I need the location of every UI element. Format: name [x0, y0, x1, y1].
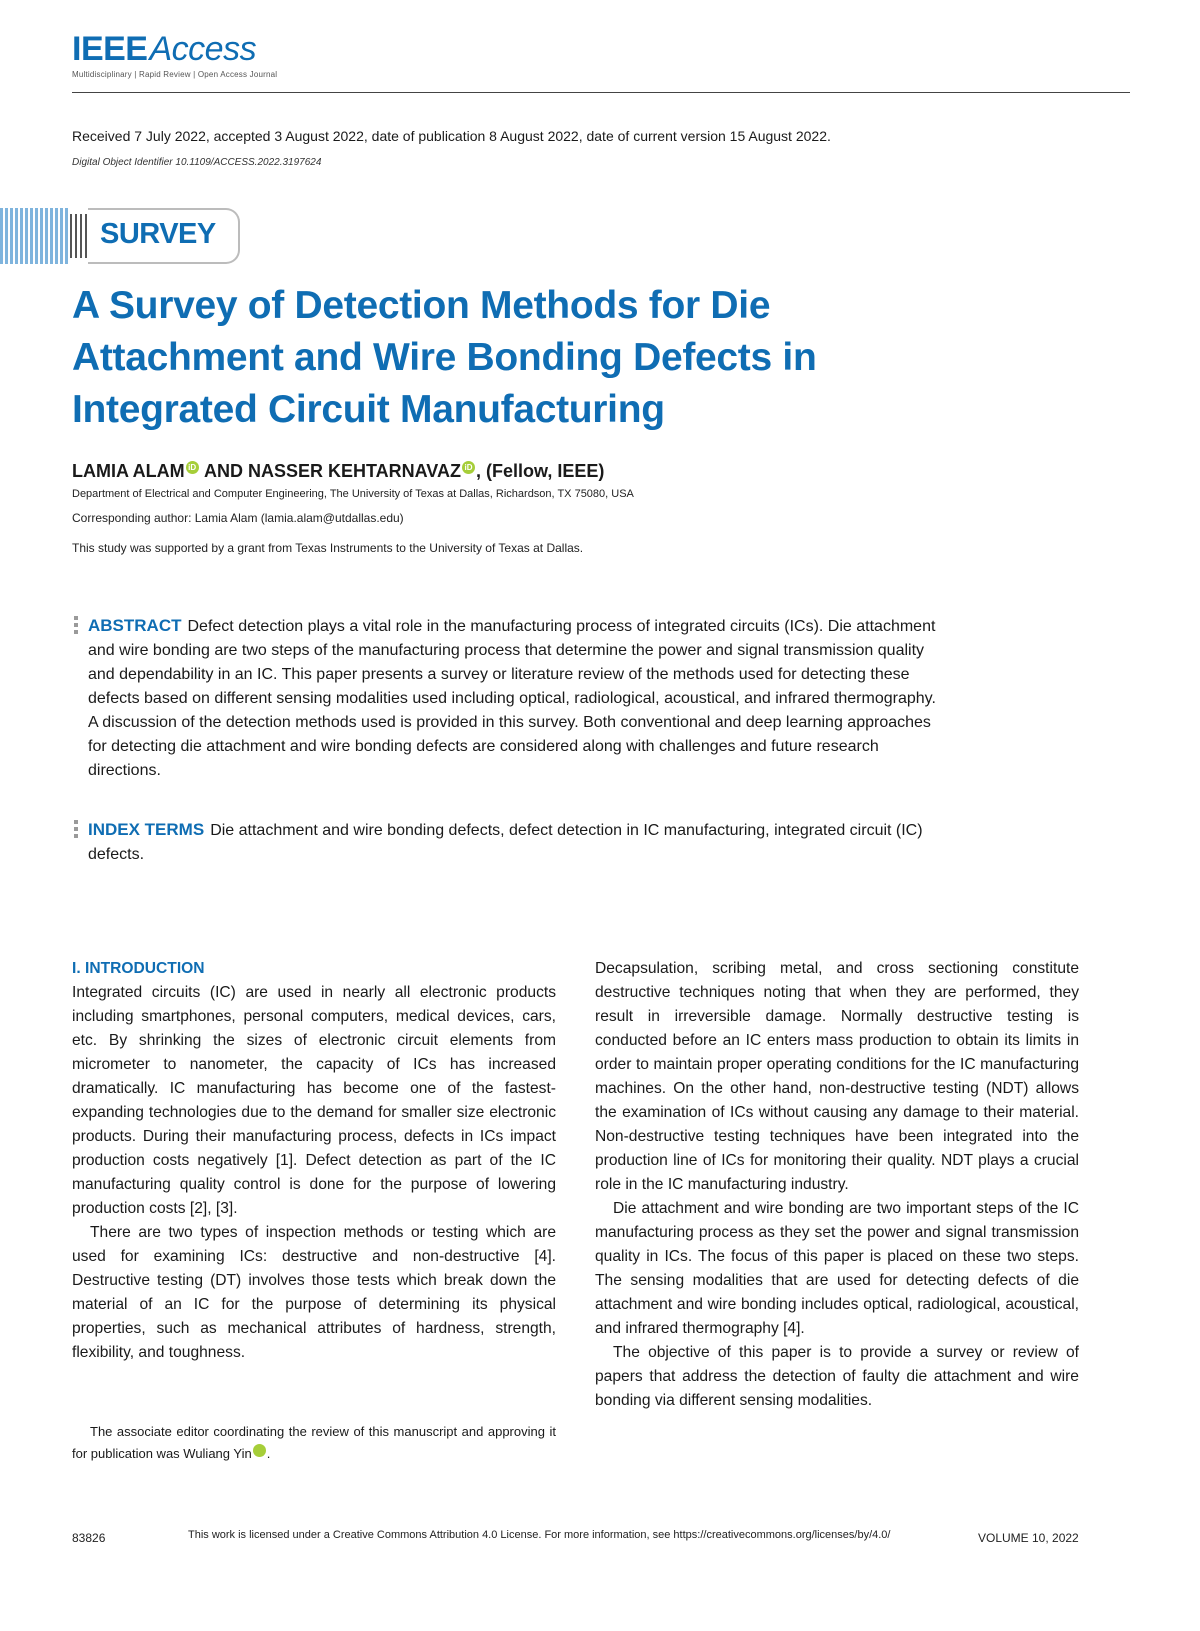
- index-terms: [74, 818, 946, 867]
- footnote-text: The associate editor coordinating the review of this manuscript and approving it for publication was Wuliang Yin: [72, 1424, 556, 1461]
- volume-label: VOLUME 10, 2022: [978, 1531, 1079, 1545]
- index-marker-icon: [74, 820, 78, 841]
- orcid-icon[interactable]: iD: [462, 461, 475, 474]
- footnote: [72, 1421, 556, 1465]
- title-line: Attachment and Wire Bonding Defects in: [72, 336, 817, 379]
- right-column: [595, 957, 1079, 1413]
- banner-stripes: [0, 208, 70, 264]
- funding-note: This study was supported by a grant from Texas Instruments to the University of Texas at Dallas.: [72, 541, 584, 555]
- index-terms-text: Die attachment and wire bonding defects, defect detection in IC manufacturing, integrated circuit (IC) defects.: [88, 822, 923, 863]
- title-line: Integrated Circuit Manufacturing: [72, 388, 665, 431]
- logo-tagline: Multidisciplinary | Rapid Review | Open Access Journal: [72, 70, 278, 79]
- logo-ieee: IEEE: [72, 30, 148, 68]
- orcid-icon[interactable]: iD: [253, 1444, 266, 1457]
- title-line: A Survey of Detection Methods for Die: [72, 284, 771, 327]
- license-note[interactable]: This work is licensed under a Creative Commons Attribution 4.0 License. For more information, see https://creativecommons.org/licenses/by/4.0/: [188, 1529, 891, 1541]
- paragraph: Decapsulation, scribing metal, and cross sectioning constitute destructive techniques noting that when they are performed, they result in irreversible damage. Normally destructive testing is conducted before an IC enters mass production to obtain its limits in order to maintain proper operating conditions for the IC manufacturing machines. On the other hand, non-destructive testing (NDT) allows the examination of ICs without causing any damage to their material. Non-destructive testing techniques have been integrated into the production line of ICs for monitoring their quality. NDT plays a crucial role in the IC manufacturing industry.: [595, 960, 1079, 1193]
- footnote-end: .: [266, 1446, 271, 1461]
- section-heading: I. INTRODUCTION: [72, 960, 205, 977]
- affiliation: Department of Electrical and Computer Engineering, The University of Texas at Dallas, Richardson, TX 75080, USA: [72, 488, 634, 500]
- paper-title: [72, 280, 972, 436]
- author-name: LAMIA ALAM: [72, 461, 185, 481]
- abstract-label: ABSTRACT: [88, 616, 182, 635]
- corresponding-author: Corresponding author: Lamia Alam (lamia.alam@utdallas.edu): [72, 511, 404, 525]
- left-column: [72, 957, 556, 1365]
- paragraph: There are two types of inspection methods or testing which are used for examining ICs: destructive and non-destructive [4]. Destructive testing (DT) involves those tests which break down the material of an IC for the purpose of determining its physical properties, such as mechanical attributes of hardness, strength, flexibility, and toughness.: [72, 1224, 556, 1361]
- abstract-text: Defect detection plays a vital role in the manufacturing process of integrated circuits (ICs). Die attachment and wire bonding are two steps of the manufacturing process that determine the power and signal transmission quality and dependability in an IC. This paper presents a survey or literature review of the methods used for detecting these defects based on different sensing modalities used including optical, radiological, acoustical, and infrared thermography. A discussion of the detection methods used is provided in this survey. Both conventional and deep learning approaches for detecting die attachment and wire bonding defects are considered along with challenges and future research directions.: [88, 618, 936, 779]
- publication-dates: Received 7 July 2022, accepted 3 August 2022, date of publication 8 August 2022, date of current version 15 August 2022.: [72, 128, 831, 144]
- logo-access: Access: [149, 30, 257, 68]
- header-rule: [72, 92, 1130, 93]
- page-number: 83826: [72, 1531, 106, 1545]
- paragraph: Die attachment and wire bonding are two important steps of the IC manufacturing process as they set the power and signal transmission quality in ICs. The focus of this paper is placed on these two steps. The sensing modalities that are used for detecting defects of die attachment and wire bonding includes optical, radiological, acoustical, and infrared thermography [4].: [595, 1200, 1079, 1337]
- journal-logo: [72, 30, 277, 79]
- authors: [72, 461, 604, 482]
- author-suffix: , (Fellow, IEEE): [475, 461, 605, 481]
- paragraph: The objective of this paper is to provide a survey or review of papers that address the detection of faulty die attachment and wire bonding via different sensing modalities.: [595, 1344, 1079, 1409]
- survey-label: SURVEY: [100, 218, 216, 250]
- abstract-marker-icon: [74, 616, 78, 637]
- index-terms-label: INDEX TERMS: [88, 820, 205, 839]
- doi: Digital Object Identifier 10.1109/ACCESS.2022.3197624: [72, 157, 322, 168]
- author-name: AND NASSER KEHTARNAVAZ: [199, 461, 461, 481]
- abstract: [74, 614, 946, 783]
- paragraph: Integrated circuits (IC) are used in nearly all electronic products including smartphones, personal computers, medical devices, cars, etc. By shrinking the sizes of electronic circuit elements from micrometer to nanometer, the capacity of ICs has increased dramatically. IC manufacturing has become one of the fastest-expanding technologies due to the demand for smaller size electronic products. During their manufacturing process, defects in ICs impact production costs negatively [1]. Defect detection as part of the IC manufacturing quality control is done for the purpose of lowering production costs [2], [3].: [72, 984, 556, 1217]
- orcid-icon[interactable]: iD: [186, 461, 199, 474]
- survey-banner: [0, 208, 242, 264]
